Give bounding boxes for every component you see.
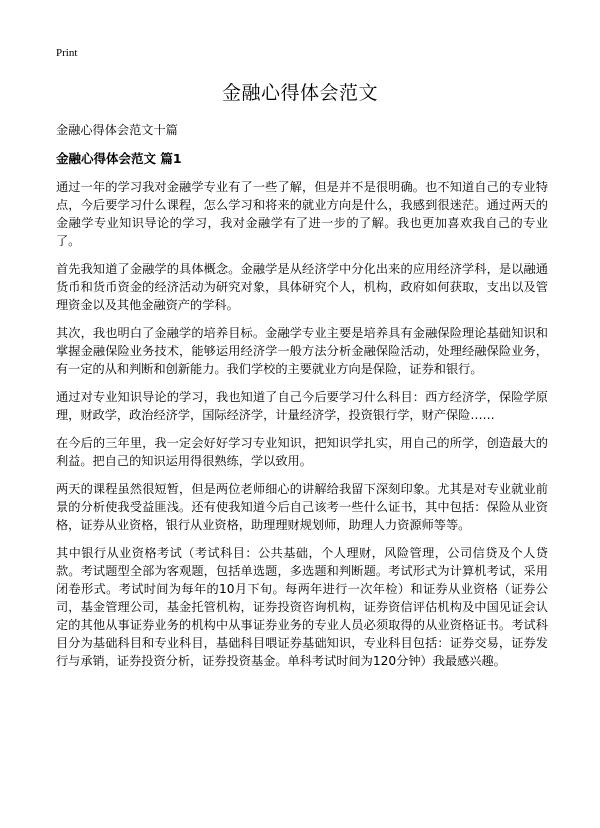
paragraph-6: 两天的课程虽然很短暂，但是两位老师细心的讲解给我留下深刻印象。尤其是对专业就业前景的分析使我受益匪浅。还有使我知道今后自己该考一些什么证书，其中包括：保险从业资格，证券从业资格，银行从业资格，助理理财规划师，助理人力资源师等等。 — [56, 482, 548, 532]
paragraph-5: 在今后的三年里，我一定会好好学习专业知识，把知识学扎实，用自己的所学，创造最大的利益。把自己的知识运用得很熟练，学以致用。 — [56, 436, 548, 468]
article-subtitle: 金融心得体会范文十篇 — [56, 123, 178, 137]
paragraph-3: 其次，我也明白了金融学的培养目标。金融学专业主要是培养具有金融保险理论基础知识和掌握金融保险业务技术，能够运用经济学一般方法分析金融保险活动，处理经融保险业务，有一定的从和判断和创新能力。我们学校的主要就业方向是保险，证券和银行。 — [56, 326, 548, 376]
paragraph-7: 其中银行从业资格考试（考试科目：公共基础，个人理财，风险管理，公司信贷及个人贷款。考试题型全部为客观题，包括单选题，多选题和判断题。考试形式为计算机考试，采用闭卷形式。考试时间为每年的10月下旬。每两年进行一次年检）和证券从业资格（证券公司，基金管理公司，基金托管机构，证券投资咨询机构，证券资信评估机构及中国见证会认定的其他从事证券业务的机构中从事证券业务的专业人员必须取得的从业资格证书。考试科目分为基础科目和专业科目，基础科目喂证券基础知识，专业科目包括：证券交易，证券发行与承销，证券投资分析，证券投资基金。单科考试时间为120分钟）我最感兴趣。 — [56, 546, 548, 668]
paragraph-4: 通过对专业知识导论的学习，我也知道了自己今后要学习什么科目：西方经济学，保险学原理，财政学，政治经济学，国际经济学，计量经济学，投资银行学，财产保险…… — [56, 390, 548, 422]
paragraph-1: 通过一年的学习我对金融学专业有了一些了解，但是并不是很明确。也不知道自己的专业特点，今后要学习什么课程，怎么学习和将来的就业方向是什么，我感到很迷茫。通过两天的金融学专业知识导论的学习，我对金融学有了进一步的了解。我也更加喜欢我自己的专业了。 — [56, 180, 548, 248]
section-heading: 金融心得体会范文 篇1 — [56, 151, 182, 166]
page-title: 金融心得体会范文 — [221, 82, 378, 104]
paragraph-2: 首先我知道了金融学的具体概念。金融学是从经济学中分化出来的应用经济学科，是以融通货币和货币资金的经济活动为研究对象，具体研究个人，机构，政府如何获取，支出以及管理资金以及其他金融资产的学科。 — [56, 262, 548, 312]
print-link[interactable]: Print — [56, 47, 78, 59]
article-body — [56, 121, 548, 670]
